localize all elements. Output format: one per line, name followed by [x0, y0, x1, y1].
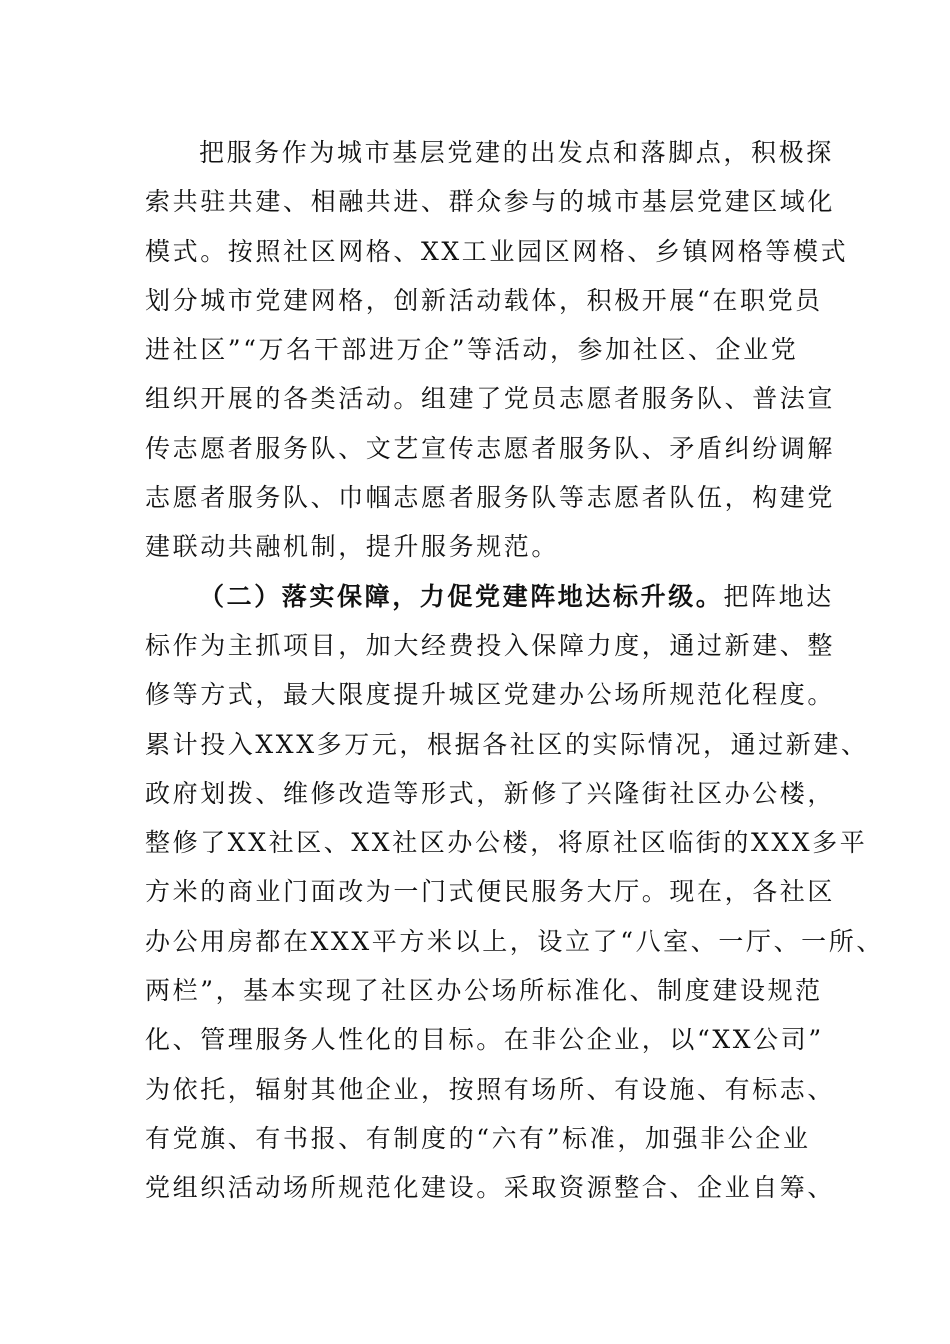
paragraph-line: 化、管理服务人性化的目标。在非公企业，以“XX公司”: [145, 1025, 824, 1055]
paragraph-line: 传志愿者服务队、文艺宣传志愿者服务队、矛盾纠纷调解: [145, 433, 836, 463]
paragraph-line-rest: 把阵地达: [723, 581, 834, 611]
paragraph-line: 修等方式，最大限度提升城区党建办公场所规范化程度。: [145, 680, 836, 710]
paragraph-1: [145, 128, 849, 572]
paragraph-first-line: [145, 572, 835, 621]
paragraph-line: 党组织活动场所规范化建设。采取资源整合、企业自筹、: [145, 1173, 836, 1203]
paragraph-line: 标作为主抓项目，加大经费投入保障力度，通过新建、整: [145, 630, 836, 660]
paragraph-line: 两栏”，基本实现了社区办公场所标准化、制度建设规范: [145, 976, 823, 1006]
paragraph-line: 划分城市党建网格，创新活动载体，积极开展“在职党员: [145, 285, 823, 315]
paragraph-line: 把服务作为城市基层党建的出发点和落脚点，积极探: [199, 138, 834, 167]
section-heading: （二）落实保障，力促党建阵地达标升级。: [199, 581, 724, 611]
paragraph-line: 方米的商业门面改为一门式便民服务大厅。现在，各社区: [145, 877, 836, 907]
paragraph-line: 为依托，辐射其他企业，按照有场所、有设施、有标志、: [145, 1074, 836, 1104]
paragraph-line: 模式。按照社区网格、XX工业园区网格、乡镇网格等模式: [145, 236, 849, 266]
paragraph-line: 累计投入XXX多万元，根据各社区的实际情况，通过新建、: [145, 729, 869, 759]
paragraph-line: 整修了XX社区、XX社区办公楼，将原社区临街的XXX多平: [145, 828, 868, 858]
paragraph-line: 组织开展的各类活动。组建了党员志愿者服务队、普法宣: [145, 384, 836, 414]
paragraph-line: 办公用房都在XXX平方米以上，设立了“八室、一厅、一所、: [145, 926, 884, 956]
paragraph-line: 索共驻共建、相融共进、群众参与的城市基层党建区域化: [145, 187, 836, 217]
document-body: [145, 128, 884, 1213]
paragraph-2: [145, 572, 884, 1213]
paragraph-line: 有党旗、有书报、有制度的“六有”标准，加强非公企业: [145, 1123, 811, 1153]
paragraph-line: 进社区”“万名干部进万企”等活动，参加社区、企业党: [145, 335, 799, 365]
paragraph-line: 建联动共融机制，提升服务规范。: [145, 532, 560, 562]
paragraph-line: 志愿者服务队、巾帼志愿者服务队等志愿者队伍，构建党: [145, 483, 836, 513]
paragraph-line: 政府划拨、维修改造等形式，新修了兴隆街社区办公楼，: [145, 778, 836, 808]
